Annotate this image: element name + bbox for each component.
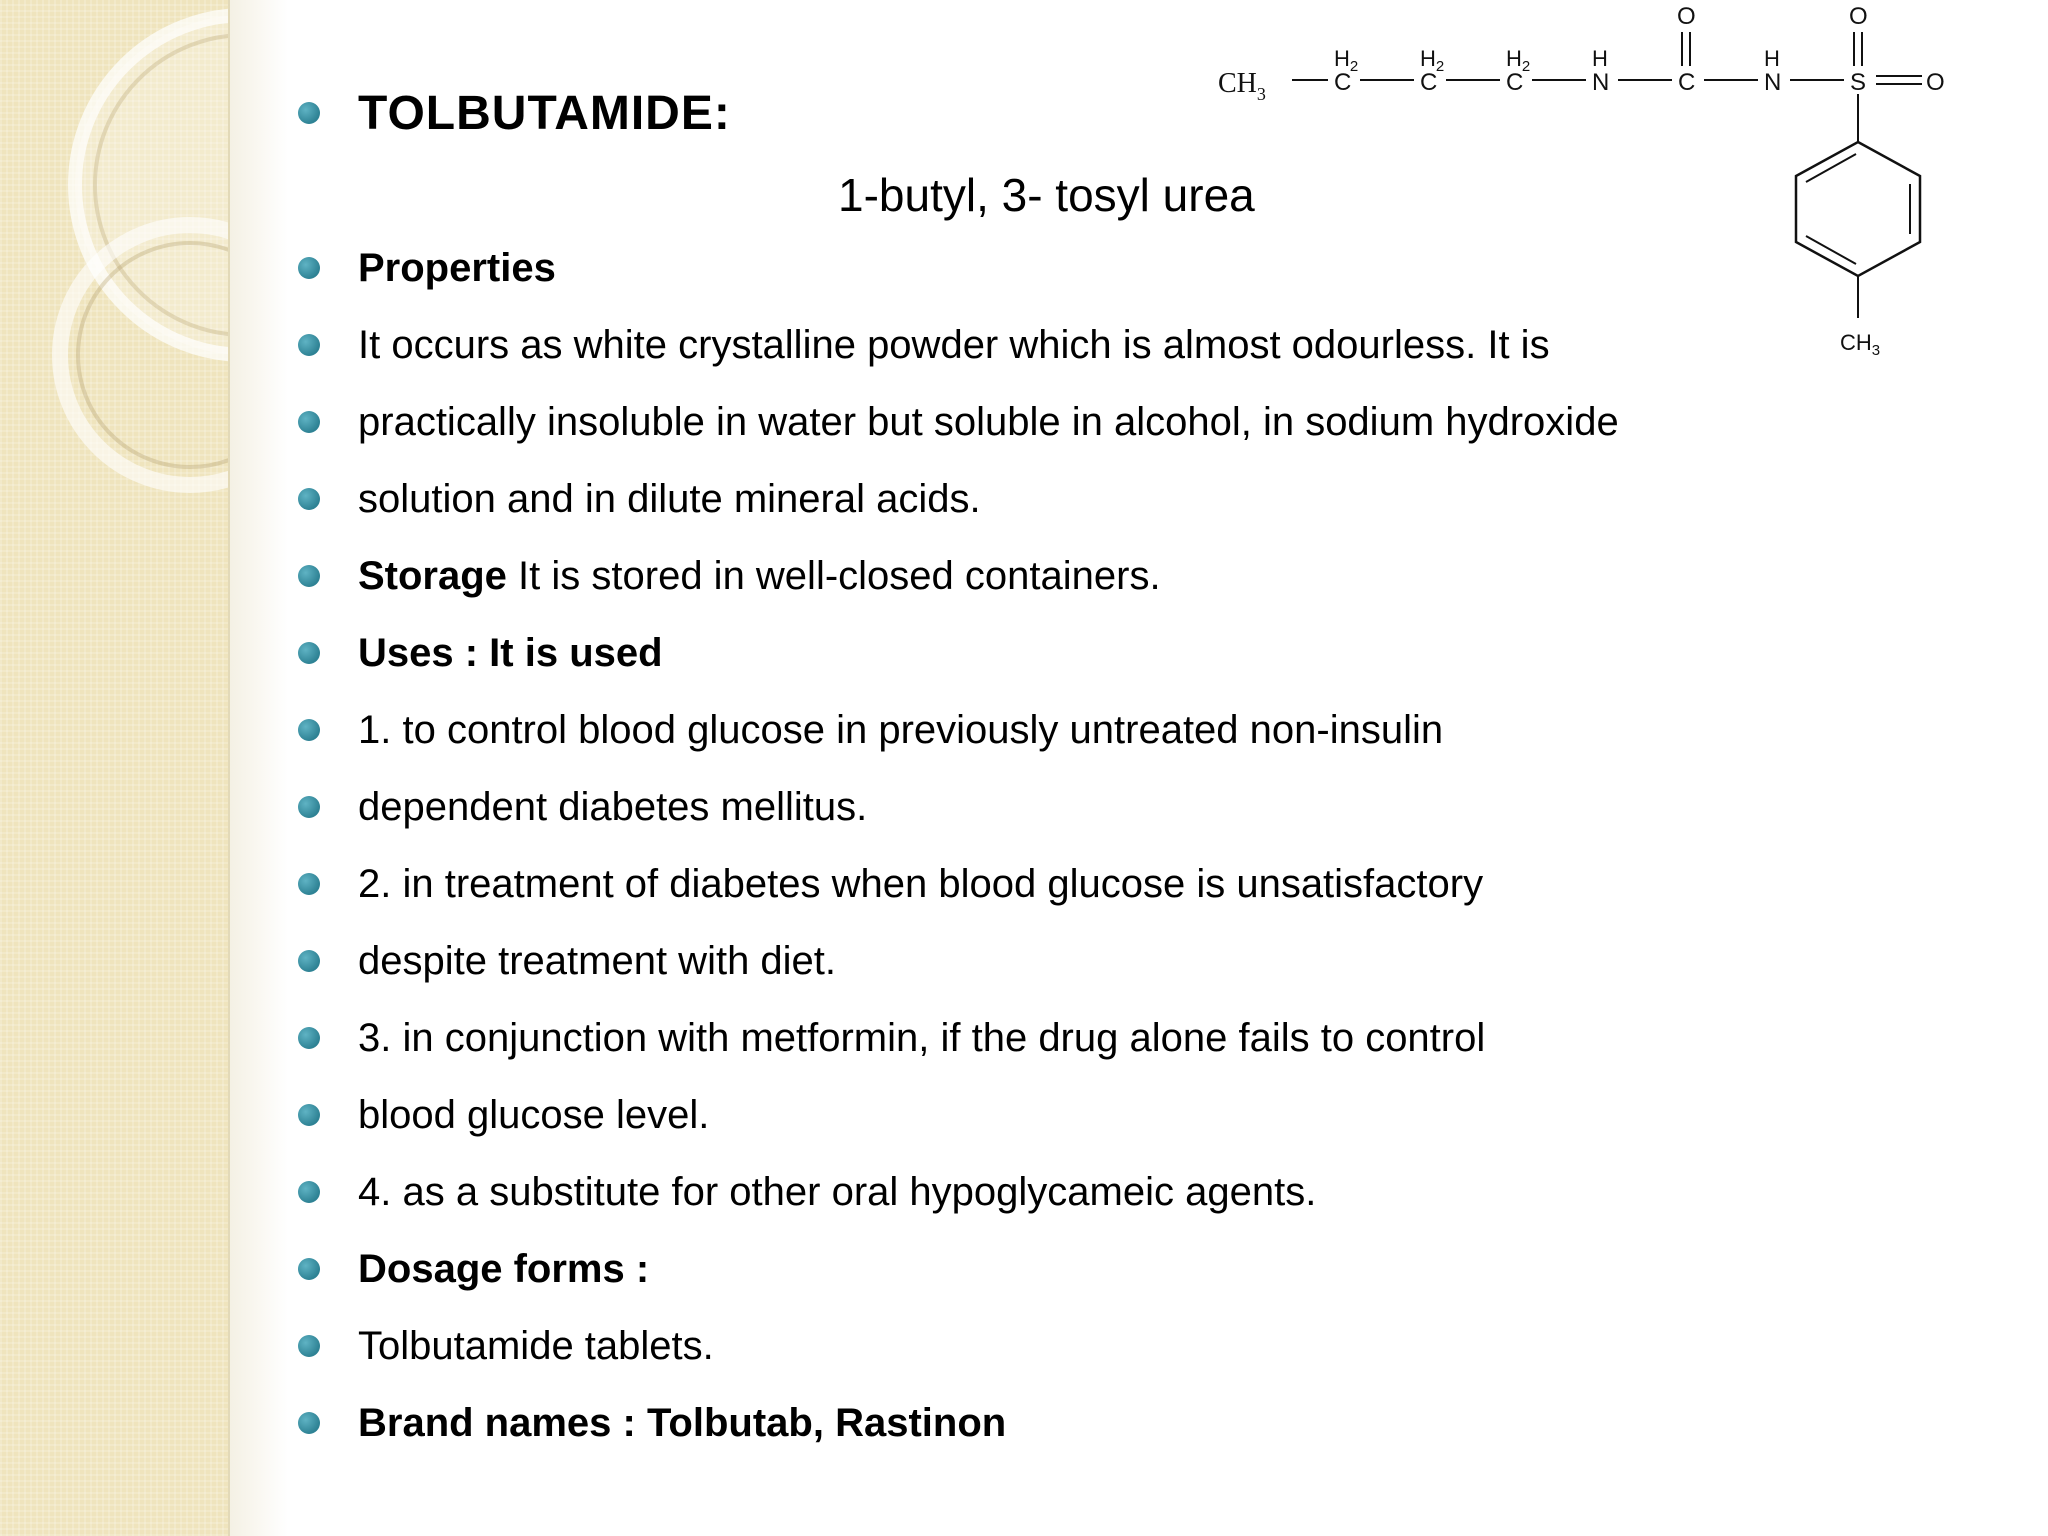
bullet-icon (298, 1027, 320, 1049)
row-text: It is stored in well-closed containers. (506, 553, 1161, 598)
row-text: It occurs as white crystalline powder which is almost odourless. It is (358, 322, 1550, 367)
bullet-icon (298, 873, 320, 895)
list-item (298, 469, 981, 529)
slide-subtitle: 1-butyl, 3- tosyl urea (838, 169, 1255, 221)
row-text: Tolbutamide tablets. (358, 1323, 714, 1368)
carbon-label-1: C (1334, 69, 1352, 96)
list-item (298, 1162, 1316, 1222)
row-bold: Uses : It is used (358, 630, 663, 675)
list-item (298, 1008, 1485, 1068)
bullet-icon (298, 102, 320, 124)
oxygen-label-top: O (1849, 3, 1868, 30)
nitrogen-label-1: N (1592, 69, 1610, 96)
list-item (298, 931, 836, 991)
bullet-icon (298, 411, 320, 433)
row-text: despite treatment with diet. (358, 938, 837, 983)
list-item (298, 1085, 709, 1145)
bullet-icon (298, 796, 320, 818)
bullet-icon (298, 488, 320, 510)
list-item (298, 777, 867, 837)
bullet-icon (298, 1258, 320, 1280)
slide-title: TOLBUTAMIDE: (358, 86, 731, 140)
sulfur-label: S (1850, 69, 1867, 96)
bullet-icon (298, 257, 320, 279)
bullet-icon (298, 334, 320, 356)
bullet-icon (298, 950, 320, 972)
row-text: 2. in treatment of diabetes when blood glucose is unsatisfactory (358, 861, 1484, 906)
carbon-label-3: C (1506, 69, 1524, 96)
h2-label-3: $H_2$ (1506, 46, 1531, 75)
bullet-icon (298, 1181, 320, 1203)
row-bold: Storage (358, 553, 507, 598)
row-bold: Dosage forms : (358, 1246, 650, 1291)
bullet-icon (298, 1412, 320, 1434)
bullet-icon (298, 1104, 320, 1126)
bullet-icon (298, 719, 320, 741)
h-label-1: H (1592, 46, 1608, 71)
bullet-icon (298, 565, 320, 587)
carbon-label-2: C (1420, 69, 1438, 96)
list-item (298, 546, 1161, 606)
nitrogen-label-2: N (1764, 69, 1782, 96)
list-item (298, 392, 1619, 452)
row-text: practically insoluble in water but soluble in alcohol, in sodium hydroxide (358, 399, 1619, 444)
list-item (298, 1393, 1006, 1453)
row-text: 4. as a substitute for other oral hypoglycameic agents. (358, 1169, 1317, 1214)
oxygen-label-right: O (1926, 69, 1945, 96)
row-text: dependent diabetes mellitus. (358, 784, 868, 829)
bullet-icon (298, 642, 320, 664)
list-item (298, 315, 1550, 375)
ch3-label: $CH_3$ (1218, 68, 1266, 104)
list-item (298, 623, 663, 683)
oxygen-label-carbonyl: O (1677, 3, 1696, 30)
h2-label-2: $H_2$ (1420, 46, 1445, 75)
ch3-ring-label: $CH_3$ (1840, 330, 1881, 359)
row-text: 3. in conjunction with metformin, if the drug alone fails to control (358, 1015, 1486, 1060)
list-item (298, 1316, 714, 1376)
list-item (298, 700, 1443, 760)
row-bold: Brand names : Tolbutab, Rastinon (358, 1400, 1007, 1445)
row-bold: Properties (358, 245, 556, 290)
bullet-icon (298, 1335, 320, 1357)
list-item (298, 854, 1483, 914)
list-item (298, 238, 556, 298)
carbon-label-carbonyl: C (1678, 69, 1696, 96)
list-item (298, 1239, 649, 1299)
row-text: solution and in dilute mineral acids. (358, 476, 981, 521)
row-text: 1. to control blood glucose in previously untreated non-insulin (358, 707, 1444, 752)
h-label-2: H (1764, 46, 1780, 71)
h2-label-1: $H_2$ (1334, 46, 1359, 75)
row-text: blood glucose level. (358, 1092, 710, 1137)
title-row (298, 83, 731, 143)
